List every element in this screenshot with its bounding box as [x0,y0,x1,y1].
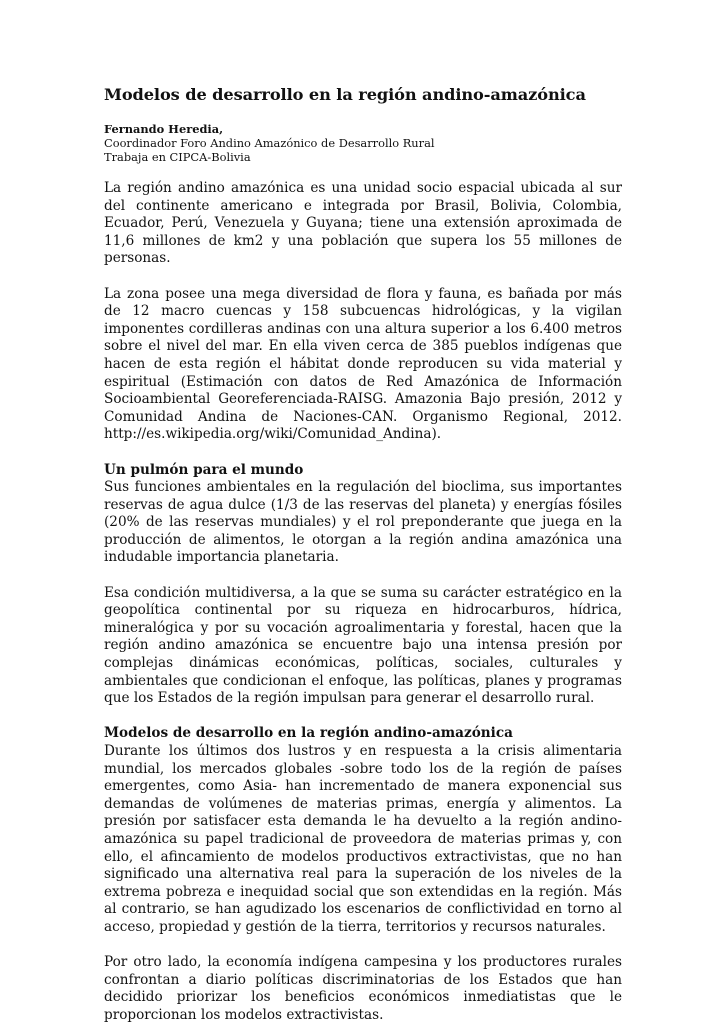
intro-paragraph-1: La región andino amazónica es una unidad socio espacial ubicada al sur del continente americano e integrada por Brasil, Bolivia, Colombia, Ecuador, Perú, Venezuela y Guyana; tiene una extensión aproximada de 11,6 millones de km2 y una población que supera los 55 millones de personas. [104,180,622,267]
intro-paragraph-2: La zona posee una mega diversidad de flora y fauna, es bañada por más de 12 macro cuencas y 158 subcuencas hidrológicas, y la vigilan imponentes cordilleras andinas con una altura superior a los 6.400 metros sobre el nivel del mar. En ella viven cerca de 385 pueblos indígenas que hacen de esta región el hábitat donde reproducen su vida material y espiritual (Estimación con datos de Red Amazónica de Información Socioambiental Georeferenciada-RAISG. Amazonia Bajo presión, 2012 y Comunidad Andina de Naciones-CAN. Organismo Regional, 2012. http://es.wikipedia.org/wiki/Comunidad_Andina). [104,285,622,443]
section-heading-pulmon: Un pulmón para el mundo [104,461,304,478]
author-role: Coordinador Foro Andino Amazónico de Desarrollo Rural [104,136,435,150]
section-2-paragraph-2: Por otro lado, la economía indígena campesina y los productores rurales confrontan a diario políticas discriminatorias de los Estados que han decidido priorizar los beneficios económicos inmediatistas que le proporcionan los modelos extractivistas. [104,954,622,1023]
document-page [104,84,622,1025]
author-affiliation: Trabaja en CIPCA-Bolivia [104,150,251,164]
author-name: Fernando Heredia, [104,122,224,136]
document-title: Modelos de desarrollo en la región andino-amazónica [104,85,586,104]
section-heading-modelos: Modelos de desarrollo en la región andino-amazónica [104,725,513,742]
section-1-paragraph-1: Sus funciones ambientales en la regulación del bioclima, sus importantes reservas de agua dulce (1/3 de las reservas del planeta) y energías fósiles (20% de las reservas mundiales) y el rol preponderante que juega en la producción de alimentos, le otorgan a la región andina amazónica una indudable importancia planetaria. [104,479,622,566]
section-1-paragraph-2: Esa condición multidiversa, a la que se suma su carácter estratégico en la geopolítica continental por su riqueza en hidrocarburos, hídrica, mineralógica y por su vocación agroalimentaria y forestal, hacen que la región andino amazónica se encuentre bajo una intensa presión por complejas dinámicas económicas, políticas, sociales, culturales y ambientales que condicionan el enfoque, las políticas, planes y programas que los Estados de la región impulsan para generar el desarrollo rural. [104,584,622,707]
author-block [104,122,622,164]
section-2-paragraph-1: Durante los últimos dos lustros y en respuesta a la crisis alimentaria mundial, los mercados globales -sobre todo los de la región de países emergentes, como Asia- han incrementado de manera exponencial sus demandas de volúmenes de materias primas, energía y alimentos. La presión por satisfacer esta demanda le ha devuelto a la región andino-amazónica su papel tradicional de proveedora de materias primas y, con ello, el afincamiento de modelos productivos extractivistas, que no han significado una alternativa real para la superación de los niveles de la extrema pobreza e inequidad social que son extendidas en la región. Más al contrario, se han agudizado los escenarios de conflictividad en torno al acceso, propiedad y gestión de la tierra, territorios y recursos naturales. [104,743,622,935]
